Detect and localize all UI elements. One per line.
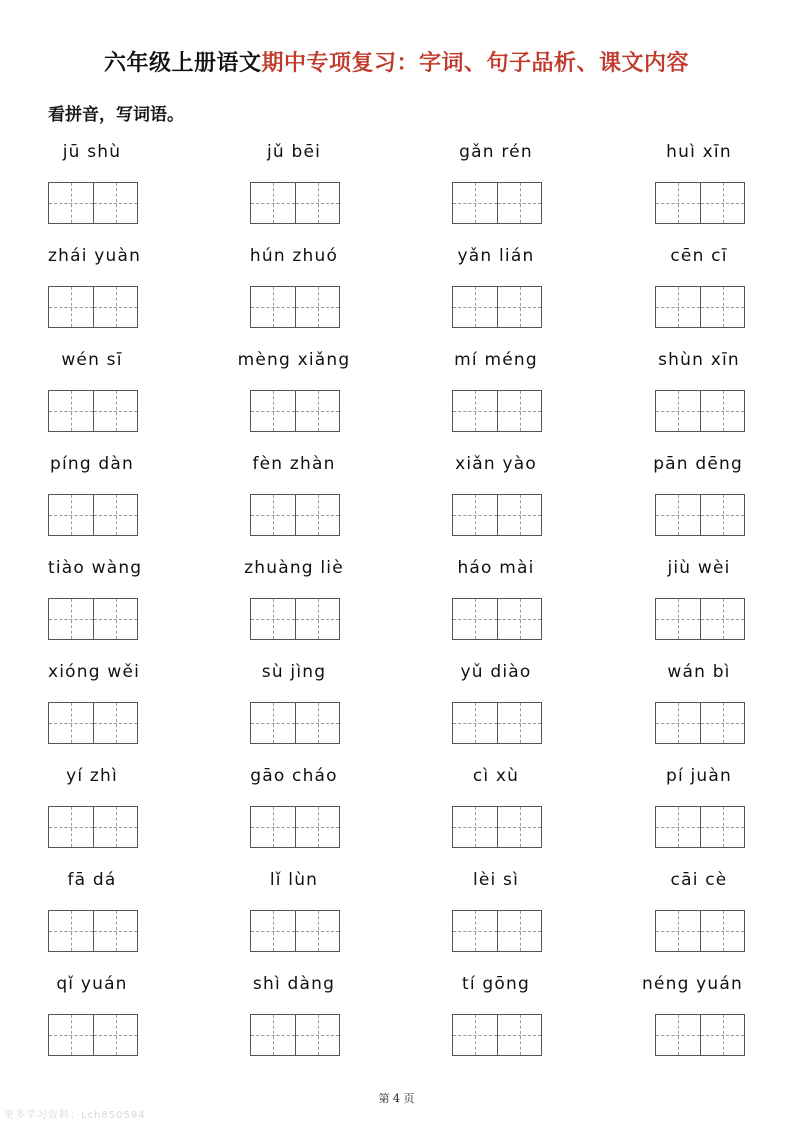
writing-box[interactable] xyxy=(250,1014,340,1056)
instruction-heading: 看拼音，写词语。 xyxy=(48,105,184,125)
exercise-item xyxy=(48,348,138,452)
pinyin-label: háo mài xyxy=(457,558,535,578)
exercise-item xyxy=(48,868,138,972)
character-cell[interactable] xyxy=(700,495,744,535)
character-cell[interactable] xyxy=(497,703,541,743)
pinyin-label: jiù wèi xyxy=(667,558,731,578)
writing-box[interactable] xyxy=(48,910,138,952)
character-cell[interactable] xyxy=(295,911,339,951)
writing-box[interactable] xyxy=(250,286,340,328)
character-cell[interactable] xyxy=(251,703,295,743)
character-cell[interactable] xyxy=(656,183,700,223)
pinyin-label: hún zhuó xyxy=(249,246,339,266)
character-cell[interactable] xyxy=(497,495,541,535)
writing-box[interactable] xyxy=(250,182,340,224)
exercise-item xyxy=(250,660,340,764)
character-cell[interactable] xyxy=(656,703,700,743)
character-cell[interactable] xyxy=(497,911,541,951)
character-cell[interactable] xyxy=(295,703,339,743)
writing-box[interactable] xyxy=(655,1014,745,1056)
character-cell[interactable] xyxy=(700,183,744,223)
pinyin-label: néng yuán xyxy=(641,974,743,994)
character-cell[interactable] xyxy=(656,807,700,847)
character-cell[interactable] xyxy=(251,807,295,847)
character-cell[interactable] xyxy=(93,599,137,639)
writing-box[interactable] xyxy=(48,494,138,536)
writing-box[interactable] xyxy=(250,702,340,744)
character-cell[interactable] xyxy=(251,183,295,223)
pinyin-label: pí juàn xyxy=(665,766,732,786)
writing-box[interactable] xyxy=(48,390,138,432)
character-cell[interactable] xyxy=(93,911,137,951)
character-cell[interactable] xyxy=(453,1015,497,1055)
writing-box[interactable] xyxy=(452,702,542,744)
writing-box[interactable] xyxy=(48,182,138,224)
pinyin-label: zhuàng liè xyxy=(244,558,344,578)
character-cell[interactable] xyxy=(93,703,137,743)
character-cell[interactable] xyxy=(656,1015,700,1055)
character-cell[interactable] xyxy=(295,1015,339,1055)
character-cell[interactable] xyxy=(93,495,137,535)
character-cell[interactable] xyxy=(49,183,93,223)
pinyin-label: cì xù xyxy=(472,766,520,786)
character-cell[interactable] xyxy=(295,495,339,535)
exercise-item xyxy=(250,764,340,868)
character-cell[interactable] xyxy=(49,807,93,847)
writing-box[interactable] xyxy=(452,806,542,848)
character-cell[interactable] xyxy=(295,183,339,223)
exercise-item xyxy=(655,868,745,972)
character-cell[interactable] xyxy=(453,807,497,847)
pinyin-label: qǐ yuán xyxy=(56,974,128,994)
character-cell[interactable] xyxy=(49,911,93,951)
pinyin-label: wán bì xyxy=(667,662,731,682)
writing-box[interactable] xyxy=(452,390,542,432)
character-cell[interactable] xyxy=(49,495,93,535)
pinyin-label: yǔ diào xyxy=(460,662,532,682)
exercise-item xyxy=(48,244,142,348)
exercise-item xyxy=(48,140,138,244)
exercise-item xyxy=(655,556,745,660)
exercise-item xyxy=(48,452,138,556)
character-cell[interactable] xyxy=(49,287,93,327)
pinyin-label: cēn cī xyxy=(670,246,728,266)
exercise-row xyxy=(48,452,745,556)
exercise-row xyxy=(48,764,745,868)
pinyin-label: yǎn lián xyxy=(457,246,535,266)
pinyin-label: shùn xīn xyxy=(658,350,740,370)
writing-box[interactable] xyxy=(655,598,745,640)
writing-box[interactable] xyxy=(655,702,745,744)
exercise-item xyxy=(452,660,542,764)
character-cell[interactable] xyxy=(497,807,541,847)
pinyin-label: lǐ lùn xyxy=(269,870,319,890)
pinyin-label: xiǎn yào xyxy=(455,454,537,474)
character-cell[interactable] xyxy=(251,287,295,327)
writing-box[interactable] xyxy=(48,806,138,848)
writing-box[interactable] xyxy=(655,390,745,432)
exercise-item xyxy=(655,140,745,244)
pinyin-label: wén sī xyxy=(61,350,123,370)
pinyin-label: gǎn rén xyxy=(459,142,533,162)
writing-box[interactable] xyxy=(48,598,138,640)
character-cell[interactable] xyxy=(93,807,137,847)
character-cell[interactable] xyxy=(251,391,295,431)
character-cell[interactable] xyxy=(700,599,744,639)
writing-box[interactable] xyxy=(48,702,138,744)
pinyin-label: fā dá xyxy=(67,870,117,890)
character-cell[interactable] xyxy=(656,911,700,951)
character-cell[interactable] xyxy=(656,599,700,639)
character-cell[interactable] xyxy=(93,391,137,431)
character-cell[interactable] xyxy=(93,183,137,223)
writing-box[interactable] xyxy=(655,910,745,952)
writing-box[interactable] xyxy=(452,494,542,536)
exercise-item xyxy=(655,452,745,556)
exercise-item xyxy=(452,868,542,972)
exercise-item xyxy=(48,556,143,660)
character-cell[interactable] xyxy=(700,807,744,847)
exercise-item xyxy=(452,764,542,868)
character-cell[interactable] xyxy=(497,391,541,431)
page-number: 第 4 页 xyxy=(378,1092,415,1105)
writing-box[interactable] xyxy=(48,286,138,328)
writing-box[interactable] xyxy=(250,390,340,432)
character-cell[interactable] xyxy=(497,183,541,223)
exercise-item xyxy=(250,140,340,244)
exercise-item xyxy=(250,868,340,972)
exercise-item xyxy=(641,972,745,1076)
character-cell[interactable] xyxy=(656,287,700,327)
pinyin-label: fèn zhàn xyxy=(252,454,336,474)
pinyin-label: píng dàn xyxy=(49,454,135,474)
pinyin-label: jū shù xyxy=(62,142,122,162)
pinyin-label: tí gōng xyxy=(462,974,530,994)
character-cell[interactable] xyxy=(453,287,497,327)
exercise-item xyxy=(48,660,141,764)
exercise-row xyxy=(48,348,745,452)
exercise-item xyxy=(250,244,340,348)
exercise-item xyxy=(452,556,542,660)
exercise-row xyxy=(48,868,745,972)
character-cell[interactable] xyxy=(49,703,93,743)
pinyin-label: yí zhì xyxy=(66,766,118,786)
pinyin-label: jǔ bēi xyxy=(266,142,322,162)
character-cell[interactable] xyxy=(656,391,700,431)
title-part-grade: 六年级上册语文 xyxy=(103,51,262,76)
pinyin-label: lèi sì xyxy=(472,870,520,890)
character-cell[interactable] xyxy=(700,287,744,327)
pinyin-label: shì dàng xyxy=(252,974,336,994)
character-cell[interactable] xyxy=(656,495,700,535)
character-cell[interactable] xyxy=(49,391,93,431)
exercise-item xyxy=(655,244,745,348)
pinyin-label: zhái yuàn xyxy=(48,246,142,266)
character-cell[interactable] xyxy=(295,599,339,639)
writing-box[interactable] xyxy=(452,286,542,328)
pinyin-label: huì xīn xyxy=(666,142,732,162)
exercise-item xyxy=(655,660,745,764)
pinyin-label: mèng xiǎng xyxy=(237,350,351,370)
character-cell[interactable] xyxy=(700,1015,744,1055)
exercise-item xyxy=(452,972,542,1076)
character-cell[interactable] xyxy=(93,1015,137,1055)
exercise-item xyxy=(48,764,138,868)
character-cell[interactable] xyxy=(251,599,295,639)
exercise-item xyxy=(452,452,542,556)
character-cell[interactable] xyxy=(295,287,339,327)
writing-box[interactable] xyxy=(655,806,745,848)
character-cell[interactable] xyxy=(251,495,295,535)
exercise-row xyxy=(48,660,745,764)
character-cell[interactable] xyxy=(453,599,497,639)
exercise-row xyxy=(48,556,745,660)
character-cell[interactable] xyxy=(251,1015,295,1055)
character-cell[interactable] xyxy=(497,599,541,639)
exercise-item xyxy=(244,556,344,660)
character-cell[interactable] xyxy=(295,807,339,847)
writing-box[interactable] xyxy=(250,494,340,536)
writing-box[interactable] xyxy=(452,1014,542,1056)
exercise-item xyxy=(655,764,745,868)
page-title xyxy=(0,46,793,77)
character-cell[interactable] xyxy=(453,911,497,951)
writing-box[interactable] xyxy=(452,598,542,640)
character-cell[interactable] xyxy=(49,1015,93,1055)
character-cell[interactable] xyxy=(453,391,497,431)
watermark: 更多学习资料：Lch850594 xyxy=(4,1110,146,1121)
writing-box[interactable] xyxy=(655,494,745,536)
character-cell[interactable] xyxy=(700,703,744,743)
writing-box[interactable] xyxy=(655,286,745,328)
exercise-item xyxy=(250,452,340,556)
pinyin-label: cāi cè xyxy=(670,870,728,890)
exercise-item xyxy=(655,348,745,452)
character-cell[interactable] xyxy=(453,703,497,743)
exercise-item xyxy=(452,244,542,348)
pinyin-label: mí méng xyxy=(454,350,538,370)
writing-box[interactable] xyxy=(48,1014,138,1056)
pinyin-label: pān dēng xyxy=(653,454,743,474)
writing-box[interactable] xyxy=(452,910,542,952)
writing-box[interactable] xyxy=(250,598,340,640)
exercise-item xyxy=(452,140,542,244)
pinyin-label: xióng wěi xyxy=(48,662,141,682)
writing-box[interactable] xyxy=(250,910,340,952)
exercise-item xyxy=(48,972,138,1076)
character-cell[interactable] xyxy=(700,391,744,431)
character-cell[interactable] xyxy=(453,495,497,535)
pinyin-label: gāo cháo xyxy=(250,766,338,786)
character-cell[interactable] xyxy=(49,599,93,639)
writing-box[interactable] xyxy=(655,182,745,224)
character-cell[interactable] xyxy=(251,911,295,951)
character-cell[interactable] xyxy=(295,391,339,431)
character-cell[interactable] xyxy=(453,183,497,223)
character-cell[interactable] xyxy=(497,287,541,327)
character-cell[interactable] xyxy=(93,287,137,327)
exercise-row xyxy=(48,140,745,244)
pinyin-label: tiào wàng xyxy=(48,558,143,578)
character-cell[interactable] xyxy=(700,911,744,951)
pinyin-exercise-grid xyxy=(48,140,745,1076)
exercise-row xyxy=(48,972,745,1076)
writing-box[interactable] xyxy=(250,806,340,848)
exercise-item xyxy=(250,972,340,1076)
writing-box[interactable] xyxy=(452,182,542,224)
pinyin-label: sù jìng xyxy=(261,662,327,682)
exercise-item xyxy=(452,348,542,452)
title-part-topic: 期中专项复习：字词、句子品析、课文内容 xyxy=(261,51,690,76)
exercise-row xyxy=(48,244,745,348)
character-cell[interactable] xyxy=(497,1015,541,1055)
exercise-item xyxy=(237,348,351,452)
